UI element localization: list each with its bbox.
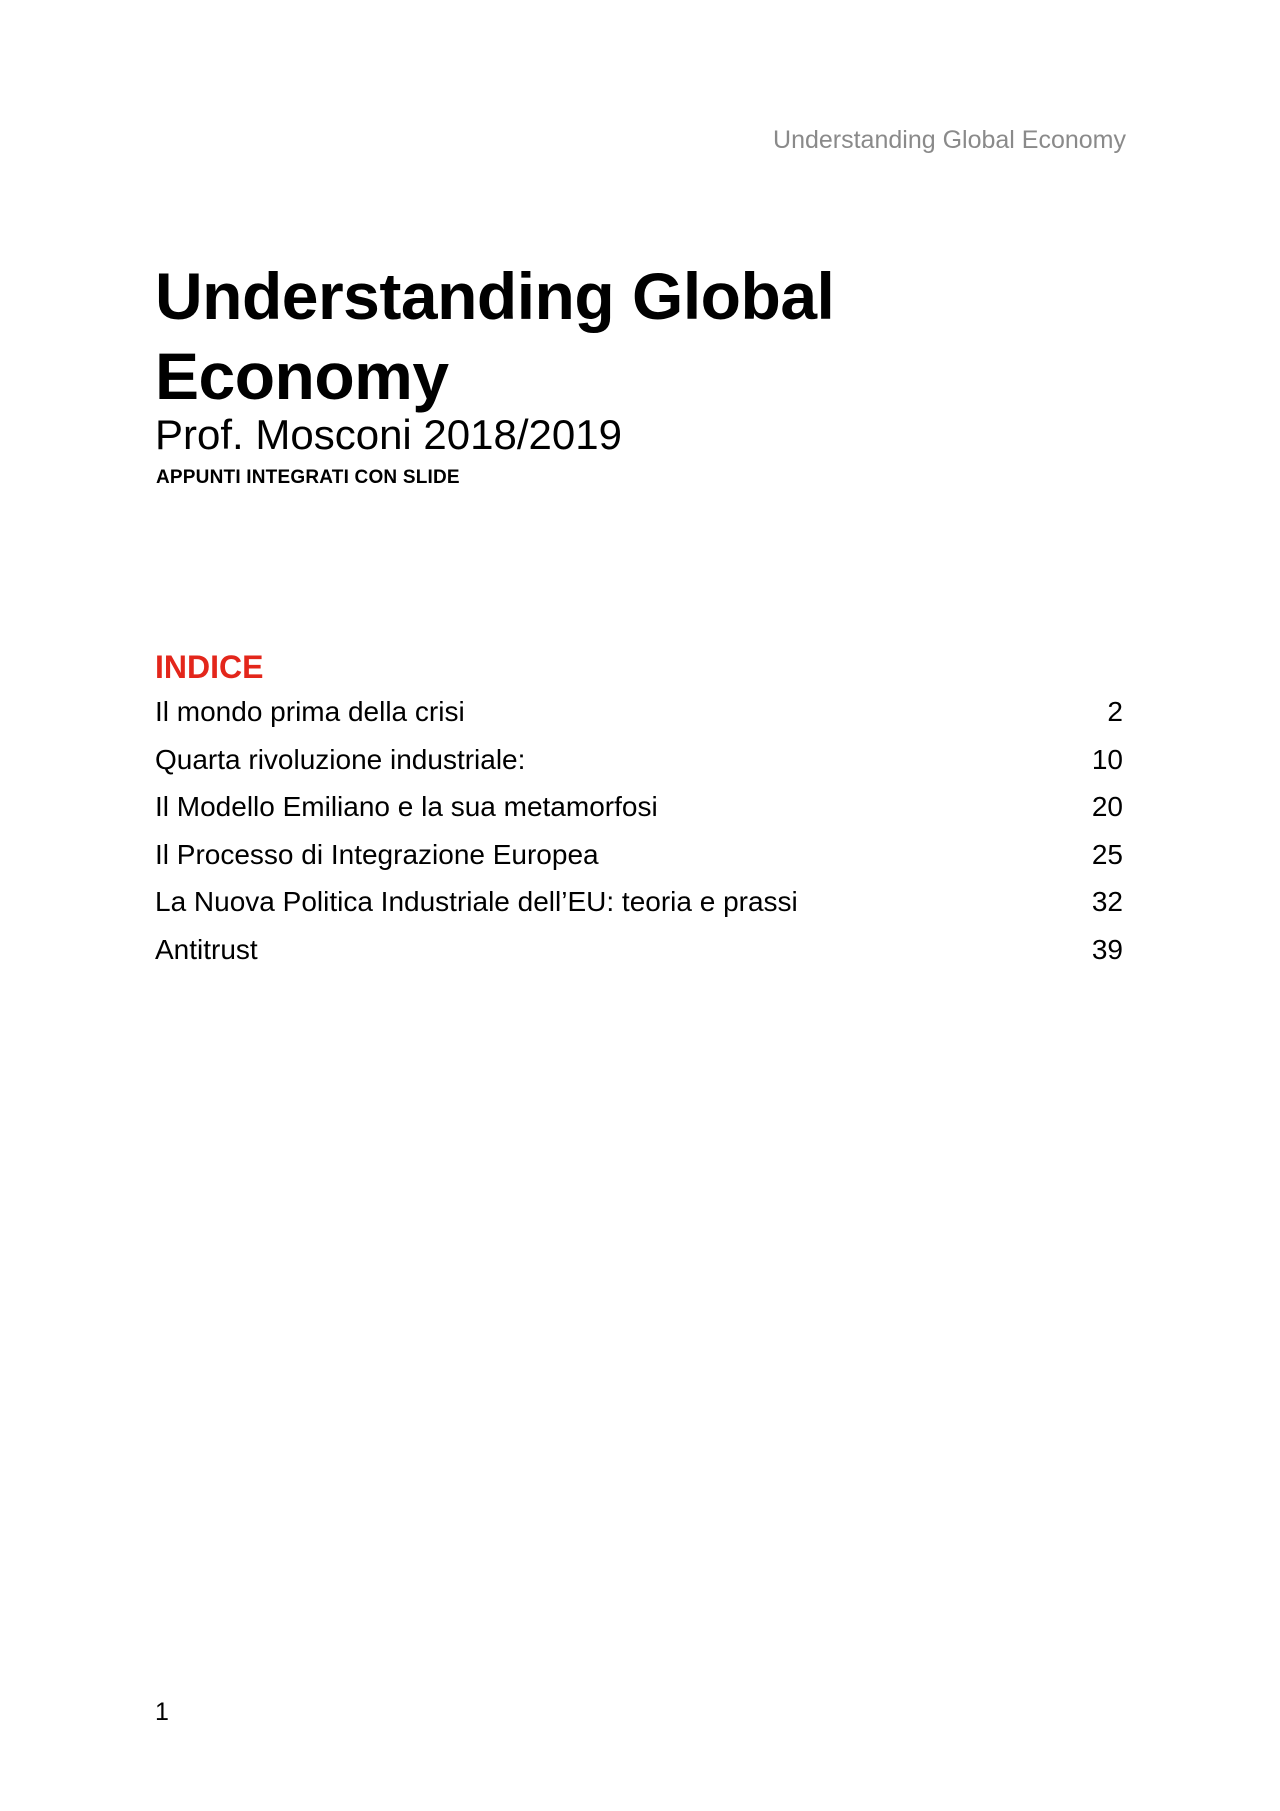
toc-entry[interactable]: [155, 831, 1123, 879]
table-of-contents: [155, 688, 1123, 974]
toc-entry-label: Il Processo di Integrazione Europea: [155, 838, 599, 870]
toc-entry[interactable]: [155, 878, 1123, 926]
toc-entry[interactable]: [155, 926, 1123, 974]
toc-entry-label: La Nuova Politica Industriale dell’EU: teoria e prassi: [155, 886, 798, 918]
document-title: Understanding Global Economy: [155, 259, 835, 413]
toc-entry-page: 39: [1091, 933, 1123, 965]
page-number: 1: [155, 1698, 169, 1726]
toc-entry-page: 20: [1091, 791, 1123, 823]
toc-entry[interactable]: [155, 736, 1123, 784]
toc-entry-page: 25: [1091, 838, 1123, 870]
document-subtitle: Prof. Mosconi 2018/2019: [155, 411, 622, 458]
document-tagline: APPUNTI INTEGRATI CON SLIDE: [156, 467, 460, 488]
toc-heading: INDICE: [155, 649, 264, 685]
toc-entry-page: 32: [1091, 886, 1123, 918]
toc-entry-label: Il mondo prima della crisi: [155, 696, 465, 727]
toc-entry-label: Antitrust: [155, 933, 258, 965]
running-header: Understanding Global Economy: [773, 126, 1126, 154]
toc-entry[interactable]: [155, 783, 1123, 831]
toc-entry-label: Il Modello Emiliano e la sua metamorfosi: [155, 791, 658, 823]
toc-entry-page: 10: [1091, 743, 1123, 775]
toc-entry-page: 2: [1107, 696, 1123, 727]
toc-entry-label: Quarta rivoluzione industriale:: [155, 743, 526, 775]
toc-entry[interactable]: [155, 688, 1123, 736]
